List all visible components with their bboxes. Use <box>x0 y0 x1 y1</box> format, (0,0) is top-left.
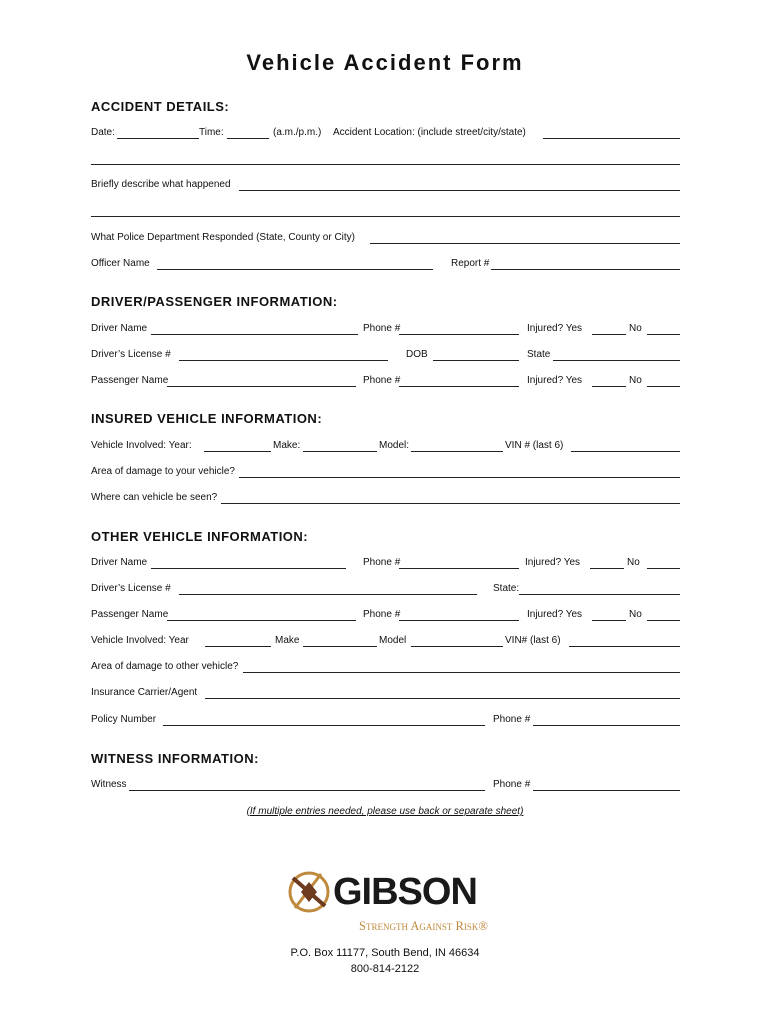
passenger-injured-no-field[interactable] <box>647 386 680 387</box>
row-license <box>91 348 680 362</box>
row-police <box>91 231 680 245</box>
other-driver-name-field[interactable] <box>151 568 346 569</box>
other-driver-name-label: Driver Name <box>91 557 148 568</box>
row-witness <box>91 778 680 792</box>
ampm-label: (a.m./p.m.) <box>273 127 322 138</box>
insured-model-label: Model: <box>379 440 410 451</box>
row-insured-damage <box>91 465 680 479</box>
row-describe-continued <box>91 204 680 218</box>
policy-phone-label: Phone # <box>493 714 531 725</box>
carrier-label: Insurance Carrier/Agent <box>91 687 198 698</box>
state-field[interactable] <box>553 360 680 361</box>
row-driver <box>91 322 680 336</box>
row-passenger <box>91 374 680 388</box>
section-heading-accident: ACCIDENT DETAILS: <box>91 99 230 114</box>
other-passenger-phone-label: Phone # <box>363 609 401 620</box>
insured-vin-label: VIN # (last 6) <box>505 440 564 451</box>
other-make-field[interactable] <box>303 646 377 647</box>
driver-injured-yes-field[interactable] <box>592 334 626 335</box>
location-field-line-2[interactable] <box>91 164 680 165</box>
other-license-label: Driver’s License # <box>91 583 171 594</box>
row-other-passenger <box>91 608 680 622</box>
other-passenger-phone-field[interactable] <box>399 620 519 621</box>
location-field[interactable] <box>543 138 680 139</box>
passenger-injured-label: Injured? Yes <box>527 375 583 386</box>
row-other-vehicle <box>91 634 680 648</box>
witness-phone-label: Phone # <box>493 779 531 790</box>
insured-make-label: Make: <box>273 440 301 451</box>
other-year-label: Vehicle Involved: Year <box>91 635 189 646</box>
gibson-logo <box>287 866 507 942</box>
row-other-damage <box>91 660 680 674</box>
license-label: Driver’s License # <box>91 349 171 360</box>
row-describe <box>91 178 680 192</box>
other-damage-label: Area of damage to other vehicle? <box>91 661 239 672</box>
insured-seen-field[interactable] <box>221 503 680 504</box>
driver-phone-label: Phone # <box>363 323 401 334</box>
policy-label: Policy Number <box>91 714 157 725</box>
row-other-driver <box>91 556 680 570</box>
report-label: Report # <box>451 258 490 269</box>
dob-field[interactable] <box>433 360 519 361</box>
policy-field[interactable] <box>163 725 485 726</box>
insured-damage-label: Area of damage to your vehicle? <box>91 466 235 477</box>
describe-field[interactable] <box>239 190 680 191</box>
witness-field[interactable] <box>129 790 485 791</box>
other-driver-injured-yes-field[interactable] <box>590 568 624 569</box>
passenger-phone-label: Phone # <box>363 375 401 386</box>
section-heading-other: OTHER VEHICLE INFORMATION: <box>91 529 309 544</box>
other-passenger-name-field[interactable] <box>167 620 356 621</box>
witness-label: Witness <box>91 779 127 790</box>
row-other-carrier <box>91 686 680 700</box>
other-vin-label: VIN# (last 6) <box>505 635 561 646</box>
officer-label: Officer Name <box>91 258 150 269</box>
insured-vin-field[interactable] <box>571 451 680 452</box>
section-heading-driver: DRIVER/PASSENGER INFORMATION: <box>91 294 338 309</box>
driver-phone-field[interactable] <box>399 334 519 335</box>
driver-injured-no-field[interactable] <box>647 334 680 335</box>
driver-name-label: Driver Name <box>91 323 148 334</box>
other-model-label: Model <box>379 635 407 646</box>
section-heading-insured: INSURED VEHICLE INFORMATION: <box>91 411 323 426</box>
insured-year-field[interactable] <box>204 451 271 452</box>
other-passenger-injured-label: Injured? Yes <box>527 609 583 620</box>
other-passenger-injured-no-label: No <box>629 609 642 620</box>
insured-damage-field[interactable] <box>239 477 680 478</box>
other-state-label: State: <box>493 583 520 594</box>
other-driver-injured-no-field[interactable] <box>647 568 680 569</box>
logo-tagline: Strength Against Risk® <box>359 919 488 933</box>
passenger-name-label: Passenger Name <box>91 375 169 386</box>
other-vin-field[interactable] <box>569 646 680 647</box>
footer-phone: 800-814-2122 <box>350 963 420 975</box>
time-label: Time: <box>199 127 224 138</box>
policy-phone-field[interactable] <box>533 725 680 726</box>
police-label: What Police Department Responded (State, County or City) <box>91 232 356 243</box>
driver-injured-label: Injured? Yes <box>527 323 583 334</box>
date-label: Date: <box>91 127 115 138</box>
report-field[interactable] <box>491 269 680 270</box>
row-other-policy <box>91 713 680 727</box>
other-driver-injured-label: Injured? Yes <box>525 557 581 568</box>
time-field[interactable] <box>227 138 269 139</box>
carrier-field[interactable] <box>205 698 680 699</box>
row-insured-vehicle <box>91 439 680 453</box>
logo-wordmark: GIBSON <box>333 871 477 913</box>
other-driver-phone-field[interactable] <box>399 568 519 569</box>
footer-address: P.O. Box 11177, South Bend, IN 46634 <box>290 947 480 959</box>
form-title: Vehicle Accident Form <box>246 50 524 75</box>
license-field[interactable] <box>179 360 388 361</box>
officer-field[interactable] <box>157 269 433 270</box>
passenger-name-field[interactable] <box>167 386 356 387</box>
row-other-license <box>91 582 680 596</box>
driver-injured-no-label: No <box>629 323 642 334</box>
multiple-entries-note: (If multiple entries needed, please use back or separate sheet) <box>246 806 524 817</box>
driver-name-field[interactable] <box>151 334 358 335</box>
row-insured-seen <box>91 491 680 505</box>
location-label: Accident Location: (include street/city/state) <box>333 127 526 138</box>
row-date-time-location <box>91 126 680 140</box>
other-driver-phone-label: Phone # <box>363 557 401 568</box>
passenger-phone-field[interactable] <box>399 386 519 387</box>
describe-field-line-2[interactable] <box>91 216 680 217</box>
other-driver-injured-no-label: No <box>627 557 640 568</box>
police-field[interactable] <box>370 243 680 244</box>
insured-seen-label: Where can vehicle be seen? <box>91 492 218 503</box>
insured-year-label: Vehicle Involved: Year: <box>91 440 192 451</box>
witness-phone-field[interactable] <box>533 790 680 791</box>
date-field[interactable] <box>117 138 199 139</box>
describe-label: Briefly describe what happened <box>91 179 231 190</box>
other-state-field[interactable] <box>519 594 680 595</box>
other-damage-field[interactable] <box>243 672 680 673</box>
state-label: State <box>527 349 551 360</box>
insured-make-field[interactable] <box>303 451 377 452</box>
other-passenger-injured-no-field[interactable] <box>647 620 680 621</box>
dob-label: DOB <box>406 349 428 360</box>
other-model-field[interactable] <box>411 646 503 647</box>
other-year-field[interactable] <box>205 646 271 647</box>
insured-model-field[interactable] <box>411 451 503 452</box>
other-passenger-injured-yes-field[interactable] <box>592 620 626 621</box>
row-officer <box>91 257 680 271</box>
other-passenger-name-label: Passenger Name <box>91 609 169 620</box>
other-license-field[interactable] <box>179 594 477 595</box>
passenger-injured-yes-field[interactable] <box>592 386 626 387</box>
row-location-continued <box>91 152 680 166</box>
passenger-injured-no-label: No <box>629 375 642 386</box>
section-heading-witness: WITNESS INFORMATION: <box>91 751 259 766</box>
other-make-label: Make <box>275 635 300 646</box>
